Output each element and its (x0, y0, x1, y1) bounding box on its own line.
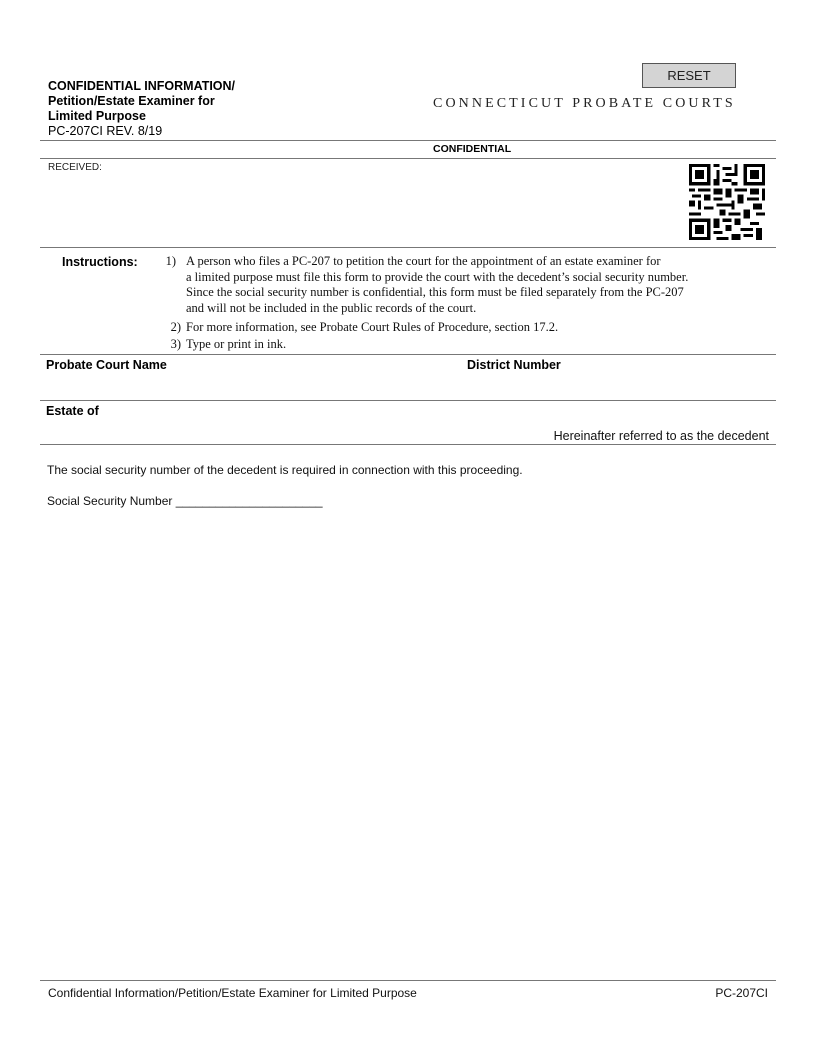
qr-code (689, 164, 765, 240)
instruction-text: Since the social security number is confidential, this form must be filed separately from the PC-207 (186, 285, 684, 299)
received-label: RECEIVED: (48, 162, 102, 173)
instruction-text: Type or print in ink. (186, 337, 287, 351)
hereinafter-label: Hereinafter referred to as the decedent (553, 429, 769, 443)
instruction-number: 2) (170, 320, 181, 334)
estate-of-label: Estate of (46, 404, 99, 418)
instruction-number: 1) (165, 254, 176, 268)
divider (40, 354, 776, 355)
footer-form-title: Confidential Information/Petition/Estate Examiner for Limited Purpose (48, 986, 417, 1000)
instruction-text: a limited purpose must file this form to provide the court with the decedent’s social security number. (186, 269, 689, 284)
instruction-text: A person who files a PC-207 to petition the court for the appointment of an estate examiner for (186, 254, 661, 268)
ssn-field[interactable]: ______________________ (175, 494, 323, 508)
district-number-field[interactable] (467, 374, 767, 398)
form-title-line-2: Petition/Estate Examiner for (48, 94, 215, 108)
form-title-line-3: Limited Purpose (48, 109, 146, 123)
form-title (48, 79, 308, 139)
confidential-label: CONFIDENTIAL (433, 143, 512, 155)
probate-court-name-field[interactable] (46, 374, 456, 398)
instruction-number: 3) (170, 337, 181, 351)
probate-court-name-label: Probate Court Name (46, 358, 167, 372)
instructions-label: Instructions: (62, 255, 138, 269)
district-number-label: District Number (467, 358, 561, 372)
ssn-row (47, 494, 323, 508)
instruction-text: For more information, see Probate Court Rules of Procedure, section 17.2. (186, 320, 559, 334)
estate-of-field[interactable] (46, 420, 516, 442)
footer-form-number: PC-207CI (715, 986, 768, 1000)
ssn-notice: The social security number of the decedent is required in connection with this proceeding. (47, 463, 523, 477)
reset-button[interactable]: RESET (642, 63, 736, 88)
divider (40, 158, 776, 159)
divider (40, 247, 776, 248)
instruction-text: and will not be included in the public records of the court. (186, 300, 477, 315)
form-number: PC-207CI REV. 8/19 (48, 124, 163, 138)
divider (40, 444, 776, 445)
divider (40, 140, 776, 141)
divider (40, 980, 776, 981)
court-title: CONNECTICUT PROBATE COURTS (433, 96, 736, 111)
divider (40, 400, 776, 401)
form-title-line-1: CONFIDENTIAL INFORMATION/ (48, 79, 236, 93)
ssn-label: Social Security Number (47, 494, 173, 508)
instructions-list (0, 254, 816, 354)
